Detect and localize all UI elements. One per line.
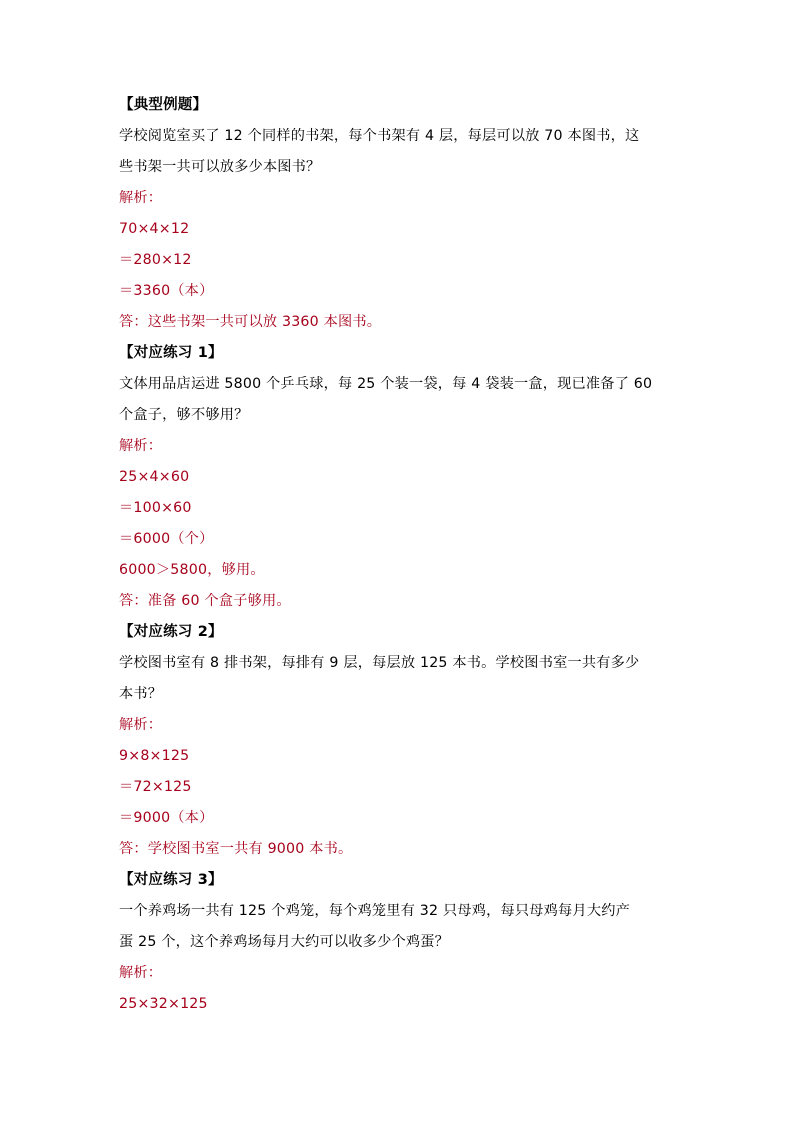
solution-step: 25×32×125 bbox=[119, 996, 208, 1012]
question-line: 学校图书室有 8 排书架，每排有 9 层，每层放 125 本书。学校图书室一共有多少 bbox=[119, 655, 640, 671]
section-heading: 【典型例题】 bbox=[119, 97, 208, 113]
solution-step: ＝3360（本） bbox=[119, 283, 214, 299]
solution-step: ＝72×125 bbox=[119, 779, 192, 795]
question-line: 学校阅览室买了 12 个同样的书架，每个书架有 4 层，每层可以放 70 本图书，这 bbox=[119, 128, 640, 144]
question-line: 文体用品店运进 5800 个乒乓球，每 25 个装一袋，每 4 袋装一盒，现已准备了 60 bbox=[119, 376, 653, 392]
analysis-label: 解析： bbox=[119, 438, 163, 454]
document-page bbox=[119, 90, 689, 1020]
solution-step: 70×4×12 bbox=[119, 221, 190, 237]
example-section bbox=[119, 90, 689, 338]
answer-line: 答：这些书架一共可以放 3360 本图书。 bbox=[119, 314, 382, 330]
analysis-label: 解析： bbox=[119, 717, 163, 733]
question-line: 个盒子，够不够用？ bbox=[119, 407, 249, 423]
solution-step: ＝6000（个） bbox=[119, 531, 214, 547]
question-line: 本书？ bbox=[119, 686, 163, 702]
question-line: 蛋 25 个，这个养鸡场每月大约可以收多少个鸡蛋？ bbox=[119, 934, 450, 950]
solution-step: ＝100×60 bbox=[119, 500, 192, 516]
answer-line: 答：学校图书室一共有 9000 本书。 bbox=[119, 841, 353, 857]
practice-section-1 bbox=[119, 338, 689, 617]
solution-step: 9×8×125 bbox=[119, 748, 190, 764]
section-heading: 【对应练习 3】 bbox=[119, 872, 223, 888]
comparison-line: 6000＞5800，够用。 bbox=[119, 562, 265, 578]
analysis-label: 解析： bbox=[119, 965, 163, 981]
answer-line: 答：准备 60 个盒子够用。 bbox=[119, 593, 291, 609]
section-heading: 【对应练习 2】 bbox=[119, 624, 223, 640]
solution-step: ＝9000（本） bbox=[119, 810, 214, 826]
section-heading: 【对应练习 1】 bbox=[119, 345, 223, 361]
question-line: 些书架一共可以放多少本图书？ bbox=[119, 159, 321, 175]
solution-step: 25×4×60 bbox=[119, 469, 190, 485]
analysis-label: 解析： bbox=[119, 190, 163, 206]
practice-section-3 bbox=[119, 865, 689, 1020]
practice-section-2 bbox=[119, 617, 689, 865]
question-line: 一个养鸡场一共有 125 个鸡笼，每个鸡笼里有 32 只母鸡，每只母鸡每月大约产 bbox=[119, 903, 630, 919]
solution-step: ＝280×12 bbox=[119, 252, 192, 268]
